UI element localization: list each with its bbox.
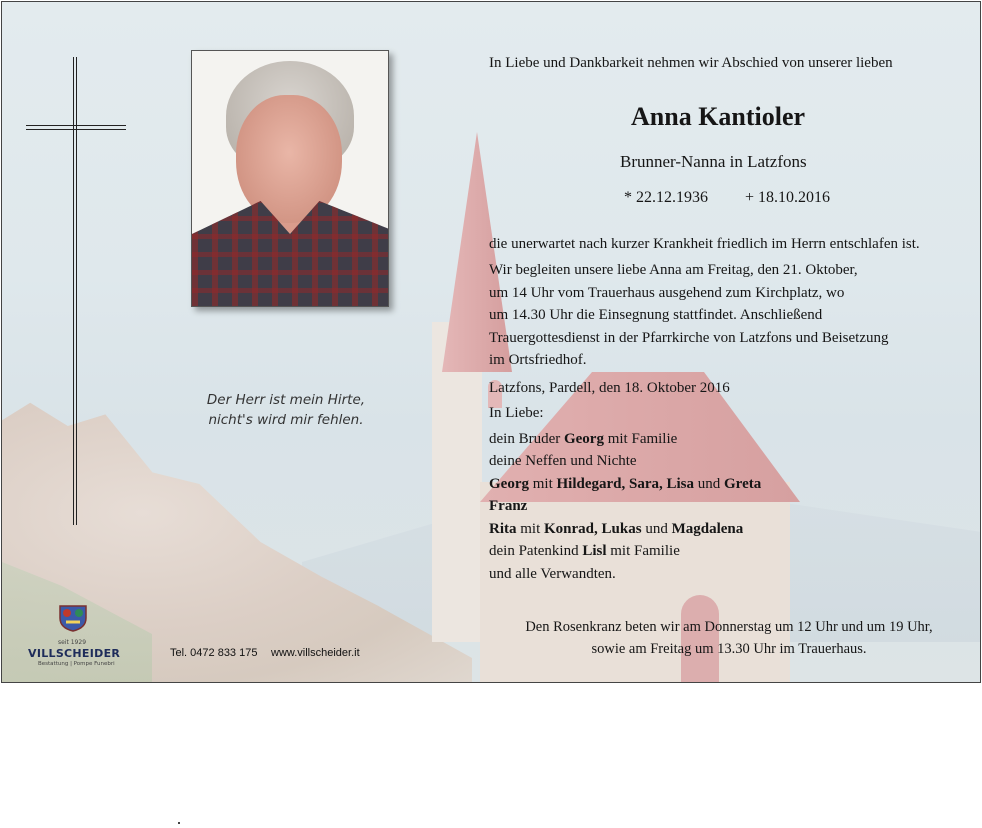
in-love-label: In Liebe: — [489, 404, 544, 421]
place-date: Latzfons, Pardell, den 18. Oktober 2016 — [489, 379, 730, 396]
funeral-info — [489, 259, 969, 372]
mourner-line: und alle Verwandten. — [489, 565, 616, 582]
crest-logo-icon — [56, 602, 90, 632]
logo-name: VILLSCHEIDER — [28, 647, 121, 660]
psalm-line: Der Herr ist mein Hirte, — [206, 392, 366, 408]
mourner-line: Franz — [489, 498, 528, 514]
rosary-info — [482, 616, 976, 660]
mourner-line: Georg mit Hildegard, Sara, Lisa und Greta — [489, 475, 762, 492]
dot-mark — [178, 822, 180, 824]
mourner-line: Rita mit Konrad, Lukas und Magdalena — [489, 520, 744, 537]
deceased-name: Anna Kantioler — [631, 102, 806, 131]
funeral-line: Trauergottesdienst in der Pfarrkirche von Latzfons und Beisetzung — [489, 329, 889, 346]
cross-bar — [26, 125, 126, 126]
funeral-line: um 14 Uhr vom Trauerhaus ausgehend zum Kirchplatz, wo — [489, 284, 845, 301]
phone-number: Tel. 0472 833 175 — [170, 647, 258, 659]
rosary-line: Den Rosenkranz beten wir am Donnerstag um 12 Uhr und um 19 Uhr, — [525, 619, 933, 635]
website-link[interactable]: www.villscheider.it — [271, 647, 360, 659]
mourner-line: dein Patenkind Lisl mit Familie — [489, 543, 680, 559]
birth-date: * 22.12.1936 — [624, 189, 708, 206]
intro-text: In Liebe und Dankbarkeit nehmen wir Abschied von unserer lieben — [489, 55, 893, 71]
passing-line: die unerwartet nach kurzer Krankheit friedlich im Herrn entschlafen ist. — [489, 236, 920, 252]
logo-subtitle: Bestattung | Pompe Funebri — [38, 661, 115, 667]
rosary-line: sowie am Freitag um 13.30 Uhr im Trauerhaus. — [591, 641, 867, 657]
death-date: + 18.10.2016 — [745, 189, 831, 206]
funeral-line: um 14.30 Uhr die Einsegnung stattfindet. Anschließend — [489, 307, 823, 323]
obituary-body — [489, 234, 969, 590]
psalm-quote — [162, 390, 410, 430]
cross-icon — [73, 57, 74, 525]
portrait-photo — [191, 50, 389, 307]
logo-since: seit 1929 — [58, 639, 87, 646]
funeral-line: im Ortsfriedhof. — [489, 352, 587, 368]
mourner-line: deine Neffen und Nichte — [489, 453, 637, 469]
funeral-line: Wir begleiten unsere liebe Anna am Freitag, den 21. Oktober, — [489, 262, 858, 278]
mourners-list — [489, 428, 969, 586]
psalm-line: nicht's wird mir fehlen. — [208, 412, 364, 428]
nickname: Brunner-Nanna in Latzfons — [620, 152, 807, 171]
obituary-card — [1, 1, 981, 683]
mourner-line: dein Bruder Georg mit Familie — [489, 430, 678, 447]
